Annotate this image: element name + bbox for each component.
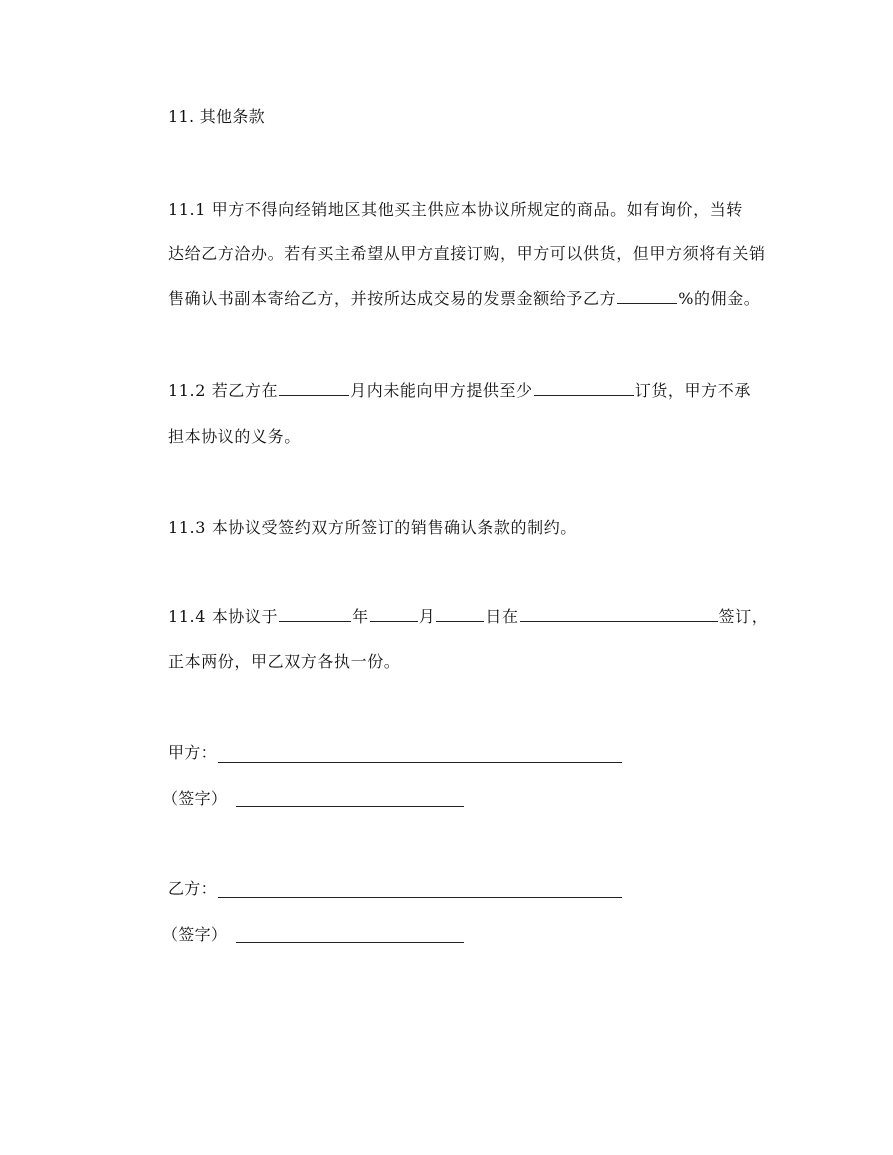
clause-11-2-mid: 月内未能向甲方提供至少 — [350, 381, 533, 400]
clause-11-1-line-1: 11.1 甲方不得向经销地区其他买主供应本协议所规定的商品。如有询价，当转 — [168, 200, 743, 219]
clause-11-3-line-1: 11.3 本协议受签约双方所签订的销售确认条款的制约。 — [168, 518, 577, 537]
section-heading: 11. 其他条款 — [168, 107, 265, 126]
clause-11-2-suffix: 订货，甲方不承 — [634, 381, 751, 400]
month-blank[interactable] — [370, 607, 418, 622]
party-a-name-line[interactable] — [218, 762, 622, 763]
party-a-sign-label: （签字） — [162, 789, 228, 808]
party-a-signature-line[interactable] — [236, 806, 464, 807]
party-b-sign-label: （签字） — [162, 925, 228, 944]
clause-11-4-line-2: 正本两份，甲乙双方各执一份。 — [168, 652, 401, 671]
signing-place-blank[interactable] — [520, 607, 718, 622]
party-a-label: 甲方： — [168, 743, 217, 762]
clause-11-1-line-3-suffix: %的佣金。 — [678, 289, 761, 308]
day-place-label: 日在 — [485, 607, 519, 626]
clause-11-4-suffix: 签订， — [718, 607, 769, 626]
year-label: 年 — [352, 607, 369, 626]
minimum-order-blank[interactable] — [534, 381, 634, 396]
clause-11-1-line-3 — [168, 288, 760, 310]
clause-11-1-line-2: 达给乙方洽办。若有买主希望从甲方直接订购，甲方可以供货，但甲方须将有关销 — [168, 244, 766, 263]
clause-11-4-line-1 — [168, 606, 768, 628]
party-b-signature-line[interactable] — [236, 942, 464, 943]
commission-percent-blank[interactable] — [617, 289, 677, 304]
clause-11-2-line-1 — [168, 380, 751, 402]
clause-11-2-line-2: 担本协议的义务。 — [168, 427, 301, 446]
clause-11-4-prefix: 11.4 本协议于 — [168, 607, 279, 626]
day-blank[interactable] — [436, 607, 484, 622]
party-b-name-line[interactable] — [218, 897, 622, 898]
month-label: 月 — [418, 607, 436, 626]
clause-11-1-line-3-prefix: 售确认书副本寄给乙方，并按所达成交易的发票金额给予乙方 — [168, 289, 617, 308]
clause-11-2-prefix: 11.2 若乙方在 — [168, 381, 279, 400]
months-blank[interactable] — [279, 381, 349, 396]
party-b-label: 乙方： — [168, 879, 217, 898]
year-blank[interactable] — [279, 607, 351, 622]
